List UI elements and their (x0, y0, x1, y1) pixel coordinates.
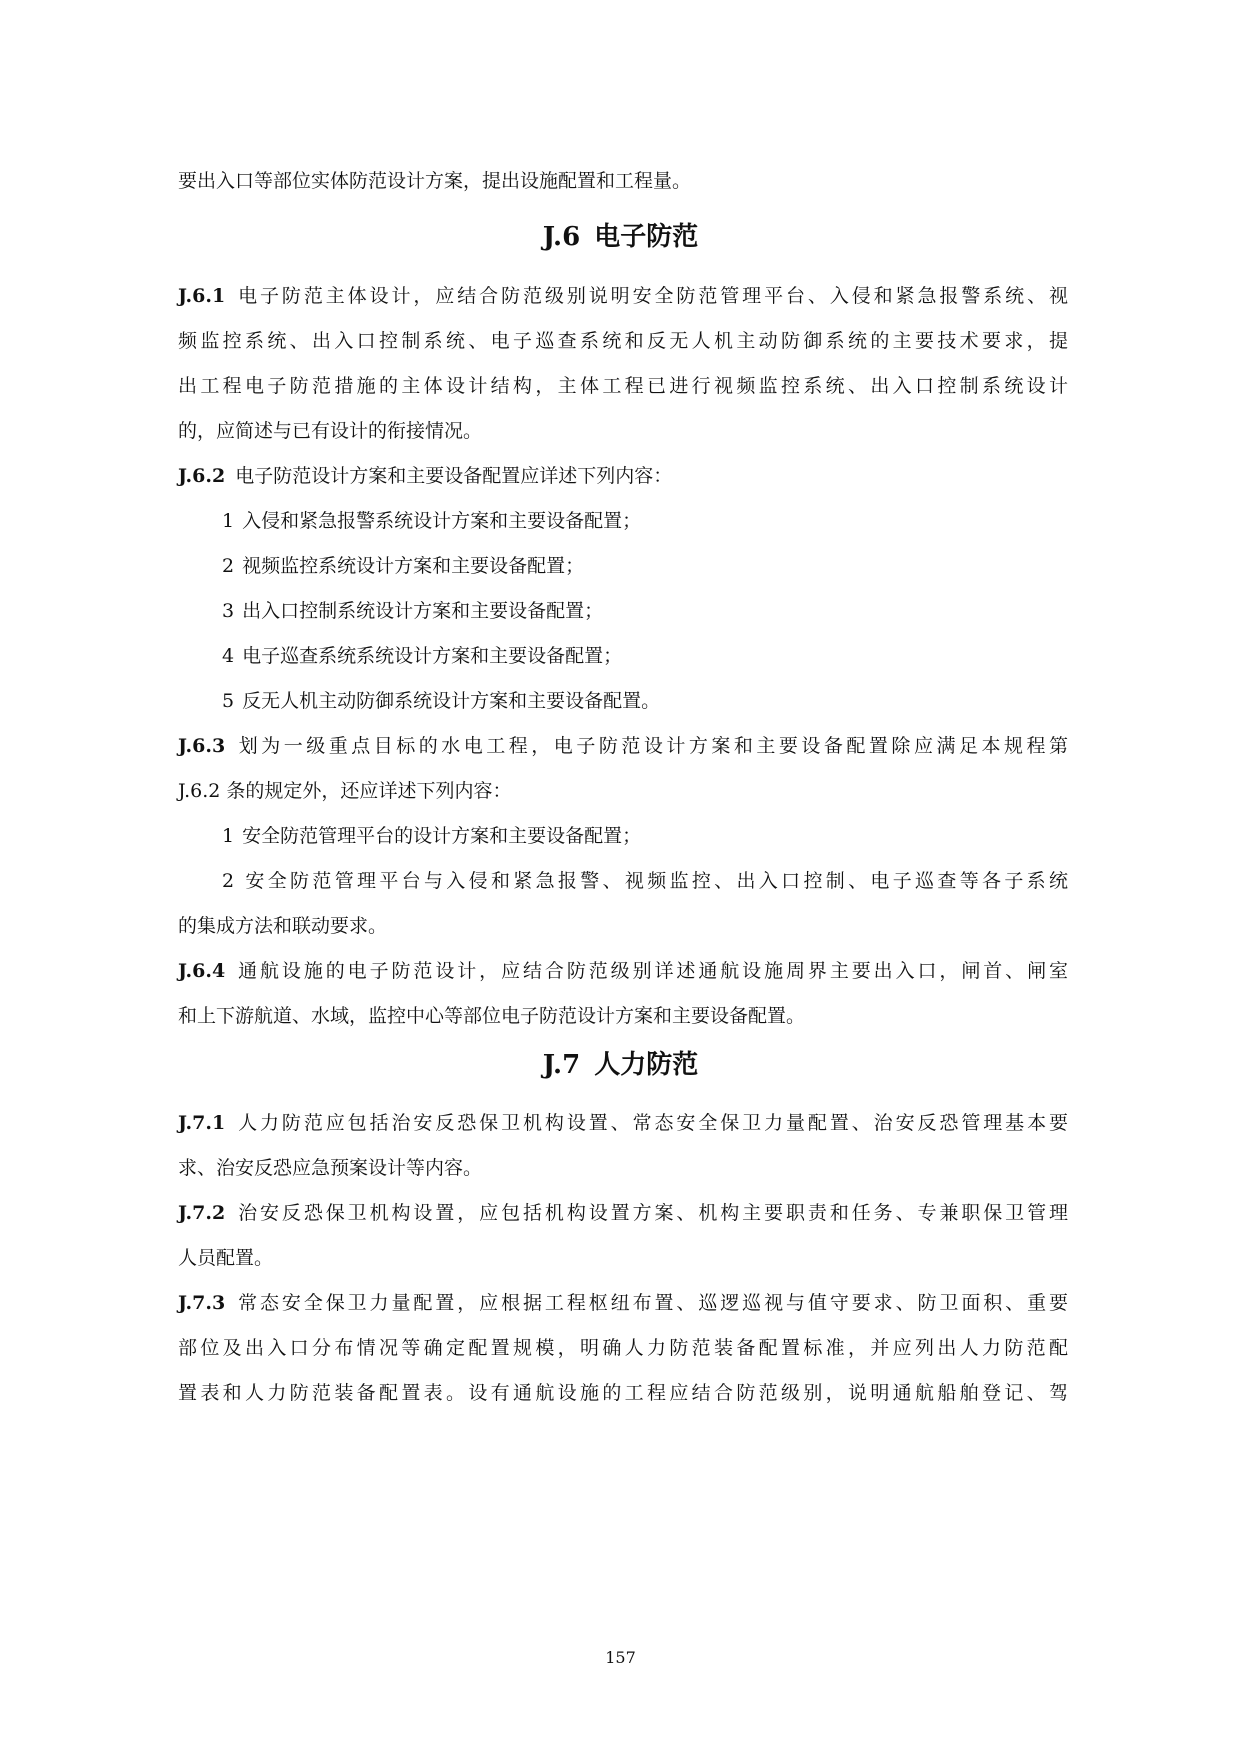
list-item-number: 1 (222, 510, 235, 532)
clause-text: 通航设施的电子防范设计，应结合防范级别详述通航设施周界主要出入口，闸首、闸室 (235, 960, 1068, 982)
clause-text-line: 和上下游航道、水域，监控中心等部位电子防范设计方案和主要设备配置。 (178, 1005, 806, 1027)
clause-text: 常态安全保卫力量配置，应根据工程枢纽布置、巡逻巡视与值守要求、防卫面积、重要 (235, 1292, 1068, 1314)
list-item-number: 5 (222, 690, 235, 712)
clause-text-line: 出工程电子防范措施的主体设计结构，主体工程已进行视频监控系统、出入口控制系统设计 (178, 375, 1068, 397)
clause-text-line: 频监控系统、出入口控制系统、电子巡查系统和反无人机主动防御系统的主要技术要求，提 (178, 330, 1068, 352)
clause-j-7-1 (178, 1110, 1068, 1136)
clause-number: J.7.1 (178, 1112, 226, 1134)
clause-text-line: 求、治安反恐应急预案设计等内容。 (178, 1157, 483, 1179)
list-item-text: 反无人机主动防御系统设计方案和主要设备配置。 (242, 690, 661, 712)
clause-j-7-3 (178, 1290, 1068, 1316)
clause-text-line: 的集成方法和联动要求。 (178, 915, 388, 937)
clause-number: J.6.4 (178, 960, 226, 982)
clause-text-line: 人员配置。 (178, 1247, 274, 1269)
clause-text-line: 置表和人力防范装备配置表。设有通航设施的工程应结合防范级别，说明通航船舶登记、驾 (178, 1382, 1068, 1404)
clause-text: 划为一级重点目标的水电工程，电子防范设计方案和主要设备配置除应满足本规程第 (235, 735, 1068, 757)
list-item-number: 2 (222, 870, 235, 892)
section-title: 人力防范 (594, 1050, 699, 1080)
page-number: 157 (605, 1648, 636, 1667)
list-item-number: 3 (222, 600, 235, 622)
list-item (222, 598, 1068, 624)
clause-number: J.7.3 (178, 1292, 226, 1314)
section-number: J.6 (542, 222, 581, 252)
clause-number: J.6.3 (178, 735, 226, 757)
list-item (222, 643, 1068, 669)
list-item (222, 688, 1068, 714)
list-item-text: 安全防范管理平台的设计方案和主要设备配置； (242, 825, 642, 847)
list-item (222, 868, 1068, 894)
clause-j-7-2 (178, 1200, 1068, 1226)
list-item-number: 2 (222, 555, 235, 577)
list-item-number: 1 (222, 825, 235, 847)
section-heading-j6 (0, 220, 1241, 254)
section-title: 电子防范 (594, 222, 699, 252)
clause-text-line: J.6.2 条的规定外，还应详述下列内容： (178, 780, 512, 802)
clause-text: 电子防范主体设计，应结合防范级别说明安全防范管理平台、入侵和紧急报警系统、视 (235, 285, 1068, 307)
clause-j-6-2 (178, 463, 1068, 489)
paragraph-continuation: 要出入口等部位实体防范设计方案，提出设施配置和工程量。 (178, 170, 692, 192)
list-item-number: 4 (222, 645, 235, 667)
list-item (222, 553, 1068, 579)
clause-j-6-1 (178, 283, 1068, 309)
clause-j-6-3 (178, 733, 1068, 759)
clause-text: 电子防范设计方案和主要设备配置应详述下列内容： (235, 465, 673, 487)
list-item (222, 823, 1068, 849)
list-item-text: 视频监控系统设计方案和主要设备配置； (242, 555, 585, 577)
clause-number: J.6.2 (178, 465, 226, 487)
clause-j-6-4 (178, 958, 1068, 984)
clause-number: J.6.1 (178, 285, 226, 307)
section-number: J.7 (542, 1050, 581, 1080)
clause-text: 人力防范应包括治安反恐保卫机构设置、常态安全保卫力量配置、治安反恐管理基本要 (235, 1112, 1068, 1134)
list-item-text: 安全防范管理平台与入侵和紧急报警、视频监控、出入口控制、电子巡查等各子系统 (242, 870, 1068, 892)
clause-text: 治安反恐保卫机构设置，应包括机构设置方案、机构主要职责和任务、专兼职保卫管理 (235, 1202, 1068, 1224)
section-heading-j7 (0, 1048, 1241, 1082)
list-item-text: 入侵和紧急报警系统设计方案和主要设备配置； (242, 510, 642, 532)
list-item (222, 508, 1068, 534)
clause-number: J.7.2 (178, 1202, 226, 1224)
list-item-text: 电子巡查系统系统设计方案和主要设备配置； (242, 645, 623, 667)
clause-text-line: 的，应简述与已有设计的衔接情况。 (178, 420, 483, 442)
list-item-text: 出入口控制系统设计方案和主要设备配置； (242, 600, 604, 622)
clause-text-line: 部位及出入口分布情况等确定配置规模，明确人力防范装备配置标准，并应列出人力防范配 (178, 1337, 1068, 1359)
